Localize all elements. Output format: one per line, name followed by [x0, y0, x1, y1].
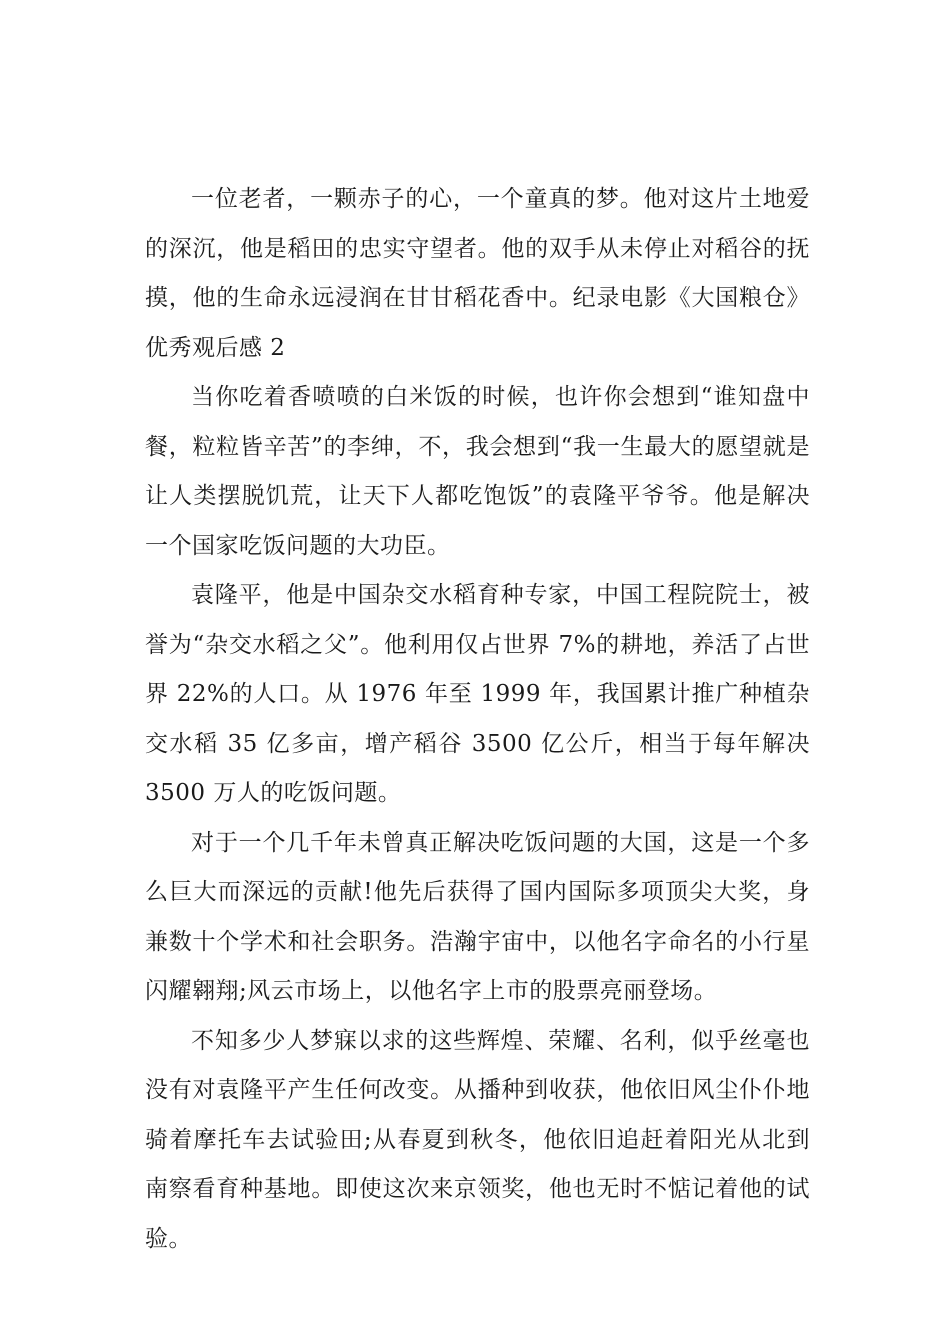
- paragraph-1: 一位老者，一颗赤子的心，一个童真的梦。他对这片土地爱的深沉，他是稻田的忠实守望者。他的双手从未停止对稻谷的抚摸，他的生命永远浸润在甘甘稻花香中。纪录电影《大国粮仓》优秀观后感 2: [145, 186, 810, 361]
- paragraph-4: 对于一个几千年未曾真正解决吃饭问题的大国，这是一个多么巨大而深远的贡献!他先后获得了国内国际多项顶尖大奖，身兼数十个学术和社会职务。浩瀚宇宙中，以他名字命名的小行星闪耀翱翔;风云市场上，以他名字上市的股票亮丽登场。: [145, 829, 810, 1004]
- paragraph-5: 不知多少人梦寐以求的这些辉煌、荣耀、名利，似乎丝毫也没有对袁隆平产生任何改变。从播种到收获，他依旧风尘仆仆地骑着摩托车去试验田;从春夏到秋冬，他依旧追赶着阳光从北到南察看育种基地。即使这次来京领奖，他也无时不惦记着他的试验。: [145, 1027, 810, 1252]
- paragraph-3: 袁隆平，他是中国杂交水稻育种专家，中国工程院院士，被誉为“杂交水稻之父”。他利用仅占世界 7%的耕地，养活了占世界 22%的人口。从 1976 年至 1999 年，我国累计推广种植杂交水稻 35 亿多亩，增产稻谷 3500 亿公斤，相当于每年解决 3500 万人的吃饭问题。: [145, 582, 810, 806]
- paragraph-2: 当你吃着香喷喷的白米饭的时候，也许你会想到“谁知盘中餐，粒粒皆辛苦”的李绅，不，我会想到“我一生最大的愿望就是让人类摆脱饥荒，让天下人都吃饱饭”的袁隆平爷爷。他是解决一个国家吃饭问题的大功臣。: [145, 384, 810, 559]
- document-body: [145, 175, 810, 1264]
